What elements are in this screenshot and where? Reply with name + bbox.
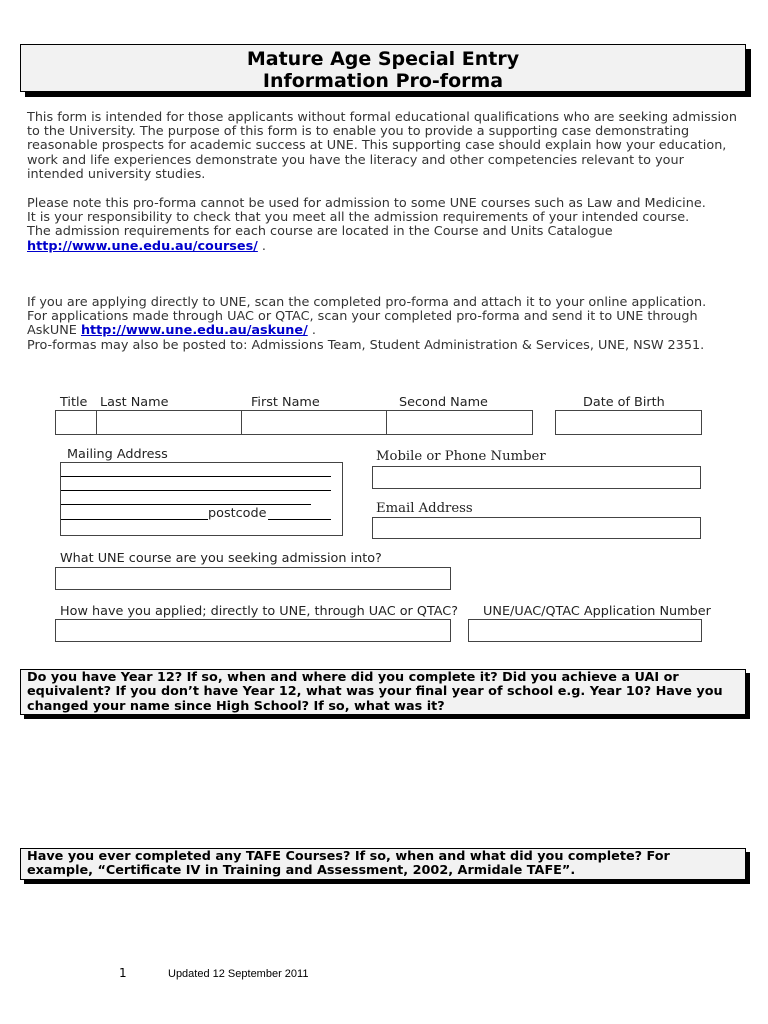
page-number: 1 [119, 966, 127, 980]
phone-label: Mobile or Phone Number [376, 449, 546, 464]
applied-label: How have you applied; directly to UNE, through UAC or QTAC? [60, 604, 459, 619]
dob-label: Date of Birth [583, 395, 665, 410]
mailing-address-label: Mailing Address [67, 447, 168, 462]
intro-paragraph-restrictions [27, 197, 743, 254]
application-number-label: UNE/UAC/QTAC Application Number [483, 604, 711, 619]
applied-field[interactable] [55, 619, 451, 642]
answer-area-tafe[interactable] [20, 888, 746, 958]
form-title-line1: Mature Age Special Entry [246, 48, 520, 70]
last-name-label: Last Name [100, 395, 169, 410]
address-line-1 [61, 476, 331, 477]
first-name-field[interactable] [241, 410, 387, 435]
askune-link[interactable]: http://www.une.edu.au/askune/ [80, 323, 308, 339]
courses-link[interactable]: http://www.une.edu.au/courses/ [27, 238, 258, 254]
intro-paragraph-purpose: This form is intended for those applicants without formal educational qualifications who are seeking admission to the University. The purpose of this form is to enable you to provide a supporting case demonstrating reasonable prospects for academic success at UNE. This supporting case should explain how your education, work and life experiences demonstrate you have the literacy and other competencies relevant to your intended university studies. [27, 110, 737, 182]
intro-direct-application: If you are applying directly to UNE, scan the completed pro-forma and attach it to your online application. [27, 295, 707, 310]
course-field[interactable] [55, 567, 451, 590]
address-line-4 [61, 519, 208, 520]
second-name-field[interactable] [386, 410, 533, 435]
postcode-label: postcode [208, 506, 267, 521]
intro-postal: Pro-formas may also be posted to: Admissions Team, Student Administration & Services, UNE, NSW 2351. [27, 337, 705, 353]
first-name-label: First Name [251, 395, 320, 410]
last-name-field[interactable] [96, 410, 242, 435]
email-field[interactable] [372, 517, 701, 539]
address-line-3 [61, 504, 311, 505]
intro-requirements-text: The admission requirements for each course are located in the Course and Units Catalogue [27, 224, 613, 240]
intro-uac-qtac [27, 310, 743, 338]
address-line-2 [61, 490, 331, 491]
updated-date: Updated 12 September 2011 [168, 968, 309, 980]
intro-uac-qtac-text: For applications made through UAC or QTAC, scan your completed pro-forma and send it to UNE through AskUNE [27, 309, 698, 339]
course-label: What UNE course are you seeking admission into? [60, 551, 382, 566]
askune-link-suffix: . [307, 323, 316, 339]
intro-note-responsibility: It is your responsibility to check that you meet all the admission requirements of your intended course. [27, 210, 690, 226]
question-year12: Do you have Year 12? If so, when and where did you complete it? Did you achieve a UAI or equivalent? If you don’t have Year 12, what was your final year of school e.g. Year 10? Have you changed your name since High School? If so, what was it? [20, 669, 746, 715]
intro-paragraph-submission [27, 296, 743, 353]
phone-field[interactable] [372, 466, 701, 489]
application-number-field[interactable] [468, 619, 702, 642]
mailing-address-field[interactable] [60, 462, 343, 536]
dob-field[interactable] [555, 410, 702, 435]
answer-area-year12[interactable] [20, 722, 746, 840]
title-field[interactable] [55, 410, 97, 435]
form-title-line2: Information Pro-forma [262, 70, 504, 92]
title-label: Title [60, 395, 88, 410]
intro-note-requirements [27, 225, 743, 253]
courses-link-suffix: . [257, 238, 266, 254]
second-name-label: Second Name [399, 395, 488, 410]
email-label: Email Address [376, 501, 473, 516]
postcode-line [268, 519, 331, 520]
form-title-banner [20, 44, 746, 92]
intro-note-law-medicine: Please note this pro-forma cannot be used for admission to some UNE courses such as Law and Medicine. [27, 196, 706, 211]
question-tafe: Have you ever completed any TAFE Courses? If so, when and what did you complete? For example, “Certificate IV in Training and Assessment, 2002, Armidale TAFE”. [20, 848, 746, 880]
